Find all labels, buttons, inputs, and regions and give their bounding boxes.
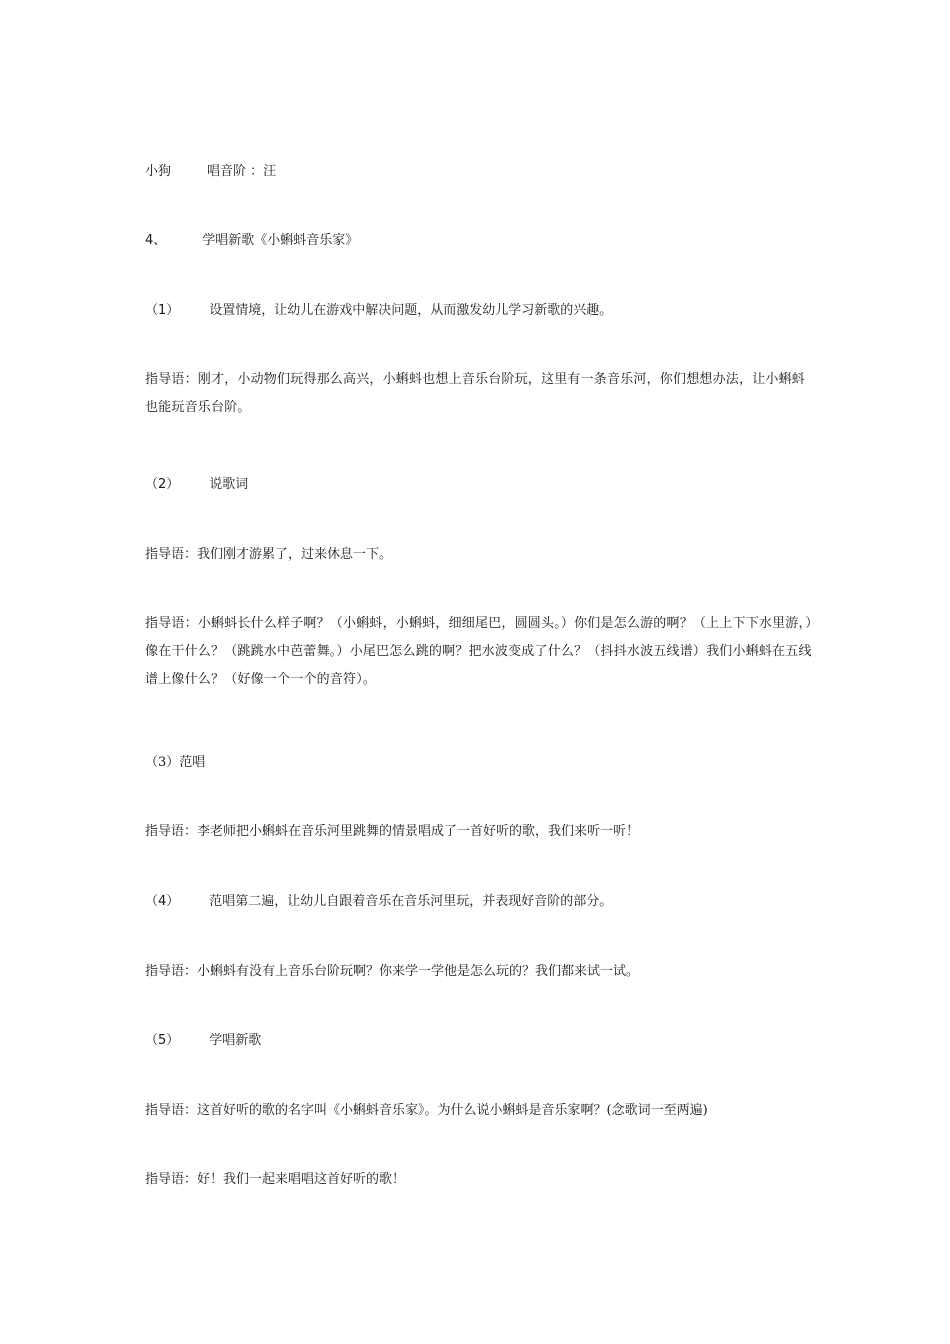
sub-step-2 bbox=[145, 475, 248, 495]
sub-step-number: （5） bbox=[145, 1033, 180, 1048]
sub-step-text: 说歌词 bbox=[209, 477, 249, 492]
sub-step-text: 学唱新歌 bbox=[209, 1033, 262, 1048]
guide-paragraph-3: 指导语：小蝌蚪长什么样子啊？（小蝌蚪，小蝌蚪，细细尾巴，圆圆头。）你们是怎么游的啊？（上上下下水里游，）像在干什么？（跳跳水中芭蕾舞。）小尾巴怎么跳的啊？把水波变成了什么？（抖抖水波五线谱）我们小蝌蚪在五线谱上像什么？（好像一个一个的音符）。 bbox=[145, 616, 812, 687]
guide-paragraph-4: 指导语：李老师把小蝌蚪在音乐河里跳舞的情景唱成了一首好听的歌，我们来听一听！ bbox=[145, 824, 640, 839]
guide-paragraph-5: 指导语：小蝌蚪有没有上音乐台阶玩啊？你来学一学他是怎么玩的？我们都来试一试。 bbox=[145, 964, 640, 979]
sub-step-4 bbox=[145, 892, 612, 912]
guide-paragraph-2: 指导语：我们刚才游累了，过来休息一下。 bbox=[145, 547, 393, 562]
sub-step-number: （4） bbox=[145, 894, 180, 909]
step-4-heading bbox=[145, 231, 358, 251]
animal-action: 唱音阶 ：汪 bbox=[207, 164, 277, 179]
step-title: 学唱新歌《小蝌蚪音乐家》 bbox=[202, 233, 359, 248]
guide-paragraph-1: 指导语：刚才，小动物们玩得那么高兴，小蝌蚪也想上音乐台阶玩，这里有一条音乐河，你们想想办法，让小蝌蚪也能玩音乐台阶。 bbox=[145, 372, 806, 415]
sub-step-number: （2） bbox=[145, 477, 180, 492]
step-number: 4、 bbox=[145, 233, 167, 248]
sub-step-text: 设置情境，让幼儿在游戏中解决问题，从而激发幼儿学习新歌的兴趣。 bbox=[209, 303, 613, 318]
dog-scale-line bbox=[145, 162, 276, 182]
sub-step-text: 范唱第二遍，让幼儿自跟着音乐在音乐河里玩，并表现好音阶的部分。 bbox=[209, 894, 613, 909]
sub-step-number: （1） bbox=[145, 303, 180, 318]
sub-step-text: （3）范唱 bbox=[145, 755, 206, 770]
sub-step-5 bbox=[145, 1031, 261, 1051]
sub-step-1 bbox=[145, 301, 612, 321]
guide-paragraph-6: 指导语：这首好听的歌的名字叫《小蝌蚪音乐家》。为什么说小蝌蚪是音乐家啊？(念歌词一至两遍) bbox=[145, 1103, 708, 1118]
sub-step-3 bbox=[145, 753, 205, 773]
animal-name: 小狗 bbox=[145, 164, 172, 179]
guide-paragraph-7: 指导语：好！我们一起来唱唱这首好听的歌！ bbox=[145, 1172, 406, 1187]
